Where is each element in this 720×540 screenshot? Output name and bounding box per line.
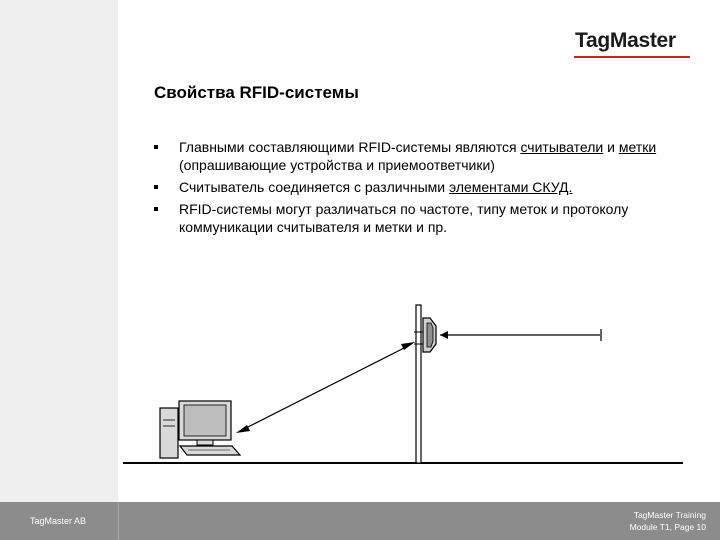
- bullet-text: Главными составляющими RFID-системы являются: [179, 139, 521, 155]
- access-control-elements-link: элементами СКУД.: [448, 179, 573, 195]
- footer-page-number: Module T1, Page 10: [629, 522, 706, 532]
- bullet-text: и: [603, 139, 619, 155]
- read-range-arrow: [440, 329, 601, 341]
- footer-training-label: TagMaster Training: [633, 510, 706, 520]
- tagmaster-logo: TagMaster: [575, 29, 676, 52]
- readers-link: считыватели: [520, 139, 604, 155]
- pole: [416, 305, 421, 463]
- connection-arrow: [236, 342, 415, 433]
- tags-link: метки: [618, 139, 657, 155]
- bullet-text: Считыватель соединяется с различными: [179, 179, 449, 195]
- computer-icon: [160, 401, 240, 458]
- footer-page-info: [630, 509, 706, 533]
- bullet-text: (опрашивающие устройства и приемоответчики): [179, 157, 495, 173]
- slide-title: Свойства RFID-системы: [154, 83, 359, 102]
- bullet-text: RFID-системы могут различаться по частоте, типу меток и протоколу коммуникации считывателя и метки и пр.: [179, 201, 629, 235]
- footer-company: TagMaster AB: [30, 516, 87, 526]
- reader-antenna-icon: [423, 318, 436, 352]
